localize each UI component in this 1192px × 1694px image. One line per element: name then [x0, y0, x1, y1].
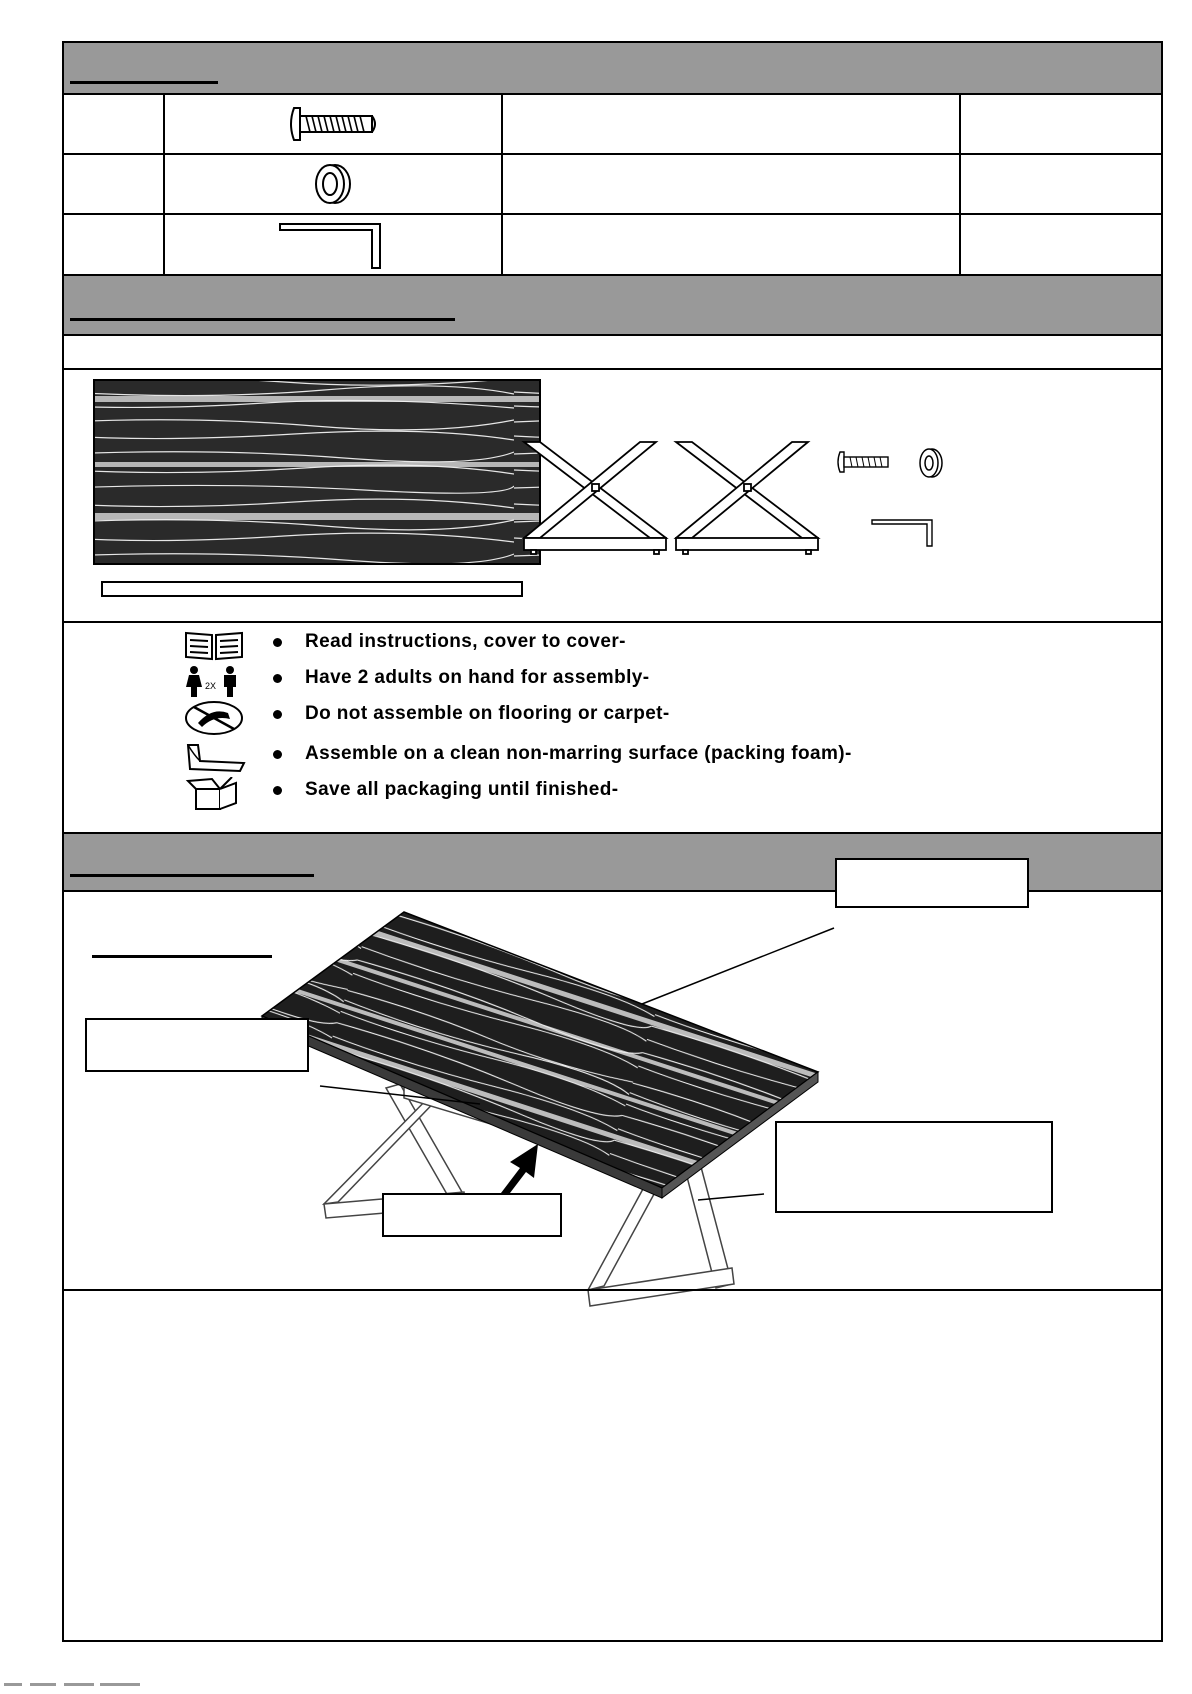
bolt-icon — [838, 452, 888, 472]
x-leg-icon — [676, 442, 818, 554]
open-book-icon — [182, 629, 246, 663]
notes-area — [64, 1291, 1161, 1640]
bullet — [273, 786, 282, 795]
no-carpet-icon — [182, 701, 246, 735]
divider — [64, 621, 1161, 623]
two-adults-icon — [182, 665, 246, 699]
parts-subheader — [64, 336, 1161, 368]
safety-item — [122, 777, 1122, 811]
safety-item — [122, 741, 1122, 775]
allen-key-icon — [165, 215, 501, 273]
box-icon — [182, 777, 246, 811]
column-divider — [959, 93, 961, 274]
bullet — [273, 674, 282, 683]
safety-text: Read instructions, cover to cover- — [305, 631, 626, 652]
assembly-header-underline — [70, 874, 314, 877]
safety-text: Do not assemble on flooring or carpet- — [305, 703, 670, 724]
footer-mark — [0, 1676, 300, 1685]
safety-item — [122, 629, 1122, 663]
allen-key-icon — [872, 520, 932, 546]
safety-text: Assemble on a clean non-marring surface (packing foam)- — [305, 743, 852, 764]
callout-apron — [85, 1018, 309, 1072]
callout-tabletop — [835, 858, 1029, 908]
svg-text:2X: 2X — [205, 681, 217, 691]
tabletop-icon — [262, 912, 818, 1198]
bullet — [273, 710, 282, 719]
tabletop-edge-icon — [102, 582, 522, 596]
hardware-row — [64, 155, 1161, 213]
hardware-section-header — [64, 43, 1161, 95]
parts-section-header — [64, 274, 1161, 336]
safety-text: Save all packaging until finished- — [305, 779, 619, 800]
parts-illustration — [64, 370, 1161, 602]
washer-icon — [165, 155, 501, 213]
bullet — [273, 638, 282, 647]
bullet — [273, 750, 282, 759]
hardware-row — [64, 215, 1161, 273]
x-leg-icon — [524, 442, 666, 554]
tabletop-icon — [94, 380, 540, 564]
callout-arrow — [382, 1193, 562, 1237]
foam-sheet-icon — [182, 741, 246, 775]
column-divider — [501, 93, 503, 274]
column-divider — [163, 93, 165, 274]
hardware-header-underline — [70, 81, 218, 84]
callout-leg — [775, 1121, 1053, 1213]
parts-header-underline — [70, 318, 455, 321]
safety-item — [122, 701, 1122, 735]
bolt-icon — [165, 95, 501, 153]
hardware-row — [64, 95, 1161, 153]
washer-icon — [920, 449, 942, 477]
safety-item — [122, 665, 1122, 699]
instruction-sheet — [62, 41, 1163, 1642]
safety-text: Have 2 adults on hand for assembly- — [305, 667, 650, 688]
